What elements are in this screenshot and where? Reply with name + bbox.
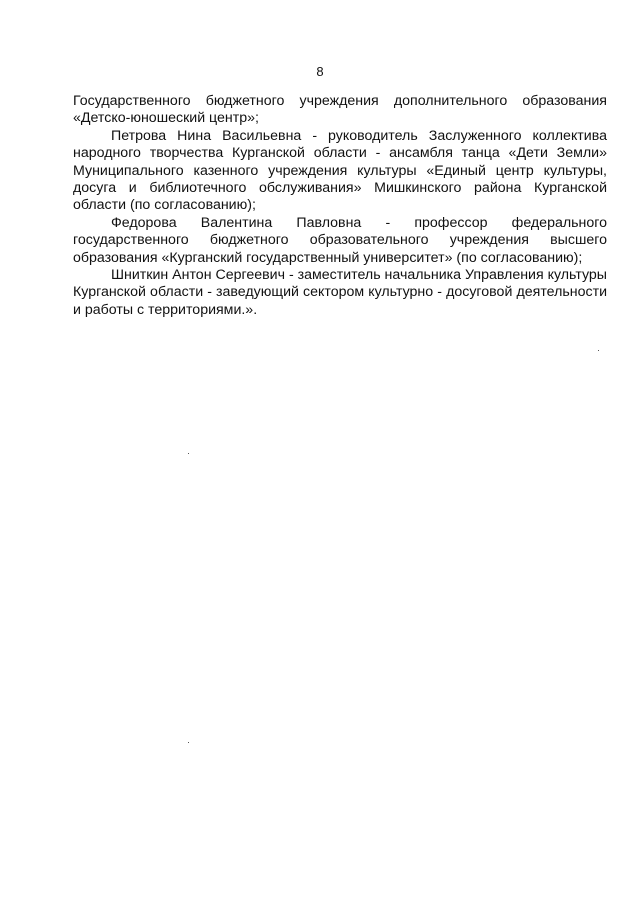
paragraph-member-petrova: Петрова Нина Васильевна - руководитель Заслуженного коллектива народного творчества Курганской области - ансамбля танца «Дети Земли» Муниципального казенного учреждения культуры «Единый центр культуры, досуга и библиотечного обслуживания» Мишкинского района Курганской области (по согласованию); [73, 127, 607, 214]
document-body [73, 93, 607, 319]
paragraph-member-fedorova: Федорова Валентина Павловна - профессор федерального государственного бюджетного образовательного учреждения высшего образования «Курганский государственный университет» (по согласованию); [73, 214, 607, 266]
scan-speck [188, 742, 189, 743]
page-number: 8 [316, 64, 324, 79]
scan-speck [598, 350, 599, 351]
paragraph-member-shnitkin: Шниткин Антон Сергеевич - заместитель начальника Управления культуры Курганской области - заведующий сектором культурно - досуговой деятельности и работы с территориями.». [73, 267, 607, 318]
paragraph-institution-continued: Государственного бюджетного учреждения дополнительного образования «Детско-юношеский центр»; [73, 93, 607, 127]
scan-speck [188, 453, 189, 454]
